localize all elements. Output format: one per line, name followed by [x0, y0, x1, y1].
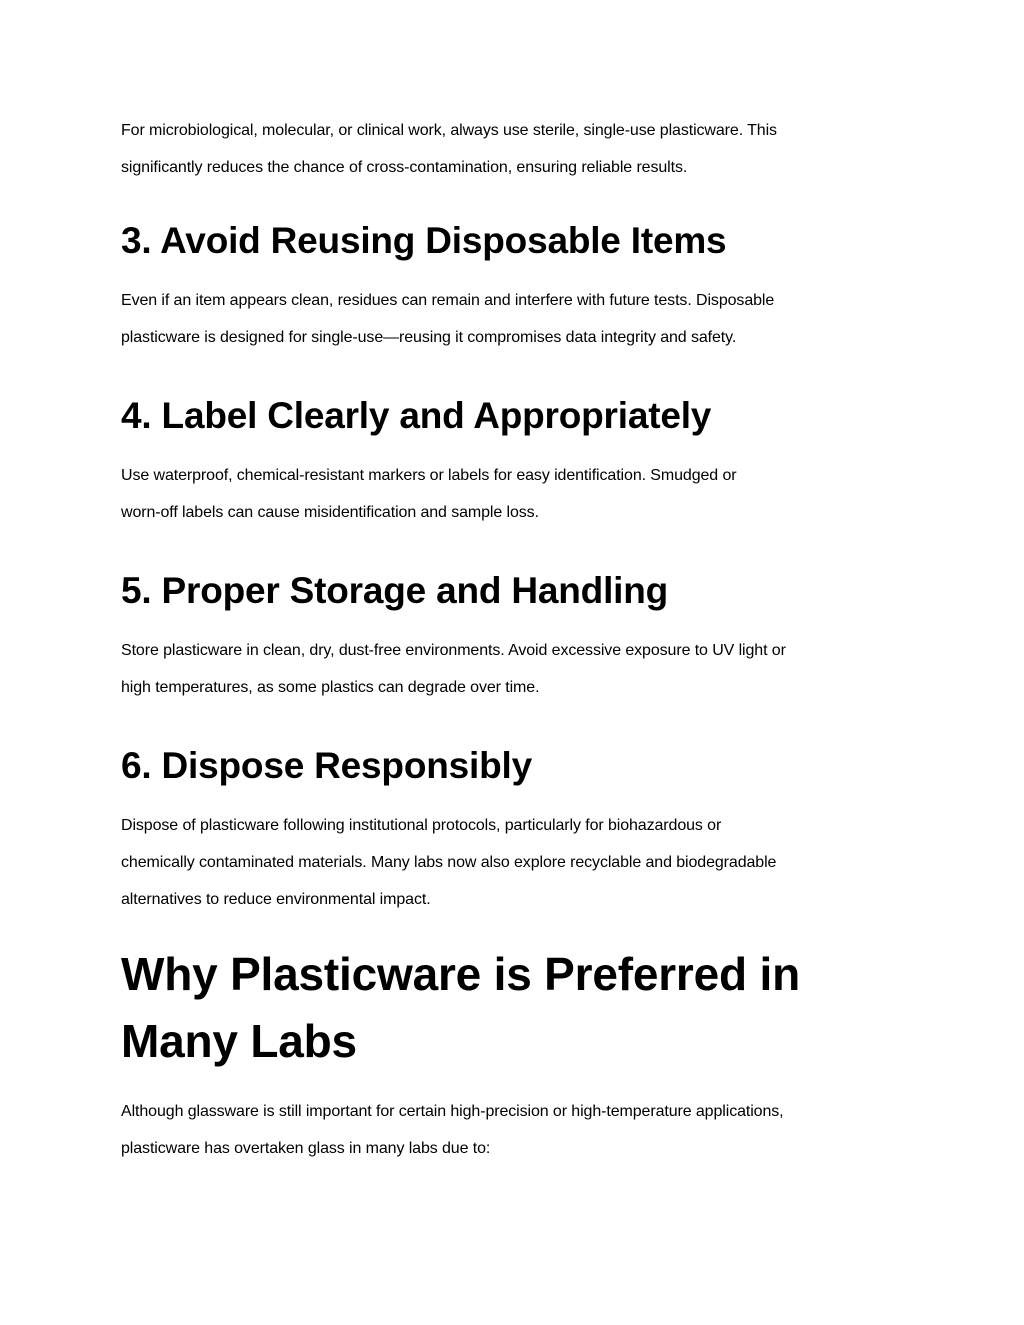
- section-5-paragraph: [121, 632, 901, 706]
- heading-line: Many Labs: [121, 1015, 357, 1067]
- section-6-paragraph: [121, 807, 901, 918]
- main-heading: [121, 941, 901, 1075]
- section-4-heading-wrap: [121, 394, 901, 438]
- section-3-paragraph: [121, 282, 901, 356]
- section-heading: 3. Avoid Reusing Disposable Items: [121, 220, 727, 261]
- main-heading-wrap: [121, 941, 901, 1075]
- section-5-heading-wrap: [121, 569, 901, 613]
- section-heading: 5. Proper Storage and Handling: [121, 570, 669, 611]
- heading-line: Why Plasticware is Preferred in: [121, 948, 800, 1000]
- paragraph-line: For microbiological, molecular, or clinical work, always use sterile, single-use plasticware. This: [121, 122, 777, 139]
- section-3-heading-wrap: [121, 219, 901, 263]
- intro-paragraph: [121, 112, 901, 186]
- section-heading: 6. Dispose Responsibly: [121, 745, 532, 786]
- section-4-paragraph: [121, 457, 901, 531]
- paragraph-line: Dispose of plasticware following institutional protocols, particularly for biohazardous or: [121, 817, 722, 834]
- paragraph-line: Store plasticware in clean, dry, dust-free environments. Avoid excessive exposure to UV light or: [121, 642, 786, 659]
- paragraph-line: Use waterproof, chemical-resistant markers or labels for easy identification. Smudged or: [121, 467, 737, 484]
- paragraph-line: alternatives to reduce environmental impact.: [121, 891, 431, 908]
- paragraph-line: significantly reduces the chance of cross-contamination, ensuring reliable results.: [121, 159, 688, 176]
- paragraph-line: Even if an item appears clean, residues can remain and interfere with future tests. Disposable: [121, 292, 775, 309]
- paragraph-line: plasticware is designed for single-use—reusing it compromises data integrity and safety.: [121, 329, 737, 346]
- paragraph-line: high temperatures, as some plastics can degrade over time.: [121, 679, 540, 696]
- paragraph-line: Although glassware is still important for certain high-precision or high-temperature applications,: [121, 1103, 784, 1120]
- paragraph-line: chemically contaminated materials. Many labs now also explore recyclable and biodegradable: [121, 854, 777, 871]
- paragraph-line: plasticware has overtaken glass in many labs due to:: [121, 1140, 491, 1157]
- section-heading: 4. Label Clearly and Appropriately: [121, 395, 712, 436]
- main-paragraph: [121, 1093, 901, 1167]
- section-6-heading-wrap: [121, 744, 901, 788]
- paragraph-line: worn-off labels can cause misidentification and sample loss.: [121, 504, 539, 521]
